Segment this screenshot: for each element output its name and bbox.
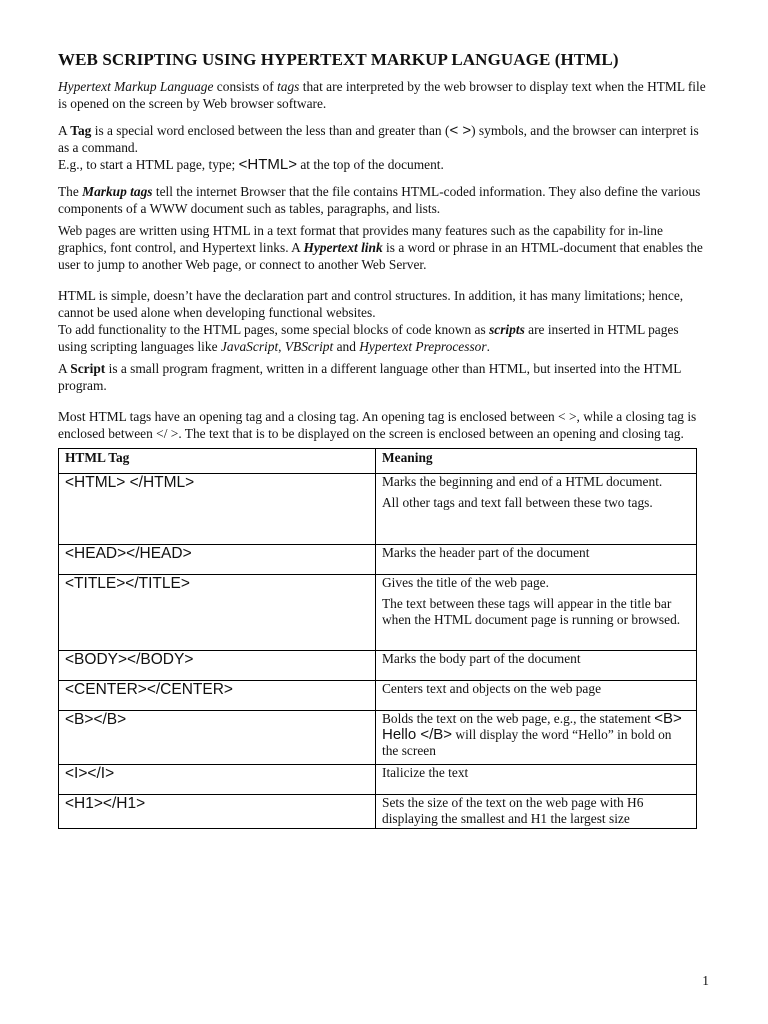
paragraph-scripts xyxy=(58,321,708,355)
paragraph-opening-closing-tags: Most HTML tags have an opening tag and a closing tag. An opening tag is enclosed between < >, while a closing tag is enclosed between </ >. The text that is to be displayed on the screen is enclosed between an opening and closing tag. xyxy=(58,409,697,441)
text: that are interpreted by the web browser to display text when the HTML file is opened on the screen by Web browser software. xyxy=(58,79,706,111)
tag-cell: <TITLE></TITLE> xyxy=(59,575,376,651)
text: is a word or phrase in an HTML-document that enables the user to jump to another Web page, or connect to another Web Server. xyxy=(58,240,703,272)
column-header-html-tag: HTML Tag xyxy=(59,449,376,474)
column-header-meaning: Meaning xyxy=(376,449,697,474)
meaning-cell xyxy=(376,765,697,795)
code-html-tag: <HTML> xyxy=(238,156,297,173)
table-row xyxy=(59,711,697,765)
text: Centers text and objects on the web page xyxy=(382,681,602,696)
paragraph-html-definition xyxy=(58,78,708,112)
text: The text between these tags will appear in the title bar when the HTML document page is running or browsed. xyxy=(382,596,681,627)
text: consists of xyxy=(213,79,278,94)
text: Marks the header part of the document xyxy=(382,545,590,560)
html-tags-table xyxy=(58,448,697,829)
paragraph-script-definition xyxy=(58,360,708,394)
text: A xyxy=(58,361,71,376)
term-scripts: scripts xyxy=(489,322,525,337)
meaning-cell xyxy=(376,651,697,681)
text: All other tags and text fall between these two tags. xyxy=(382,495,653,510)
table-header-row xyxy=(59,449,697,474)
text: E.g., to start a HTML page, type; xyxy=(58,157,239,172)
term-script: Script xyxy=(70,361,106,376)
text: is a small program fragment, written in a different language other than HTML, but inserted into the HTML program. xyxy=(58,361,681,393)
tag-cell: <H1></H1> xyxy=(59,795,376,829)
term-tags: tags xyxy=(277,79,300,94)
table-row xyxy=(59,545,697,575)
text: , xyxy=(278,339,285,354)
text: is a special word enclosed between the less than and greater than ( xyxy=(91,123,450,138)
term-hypertext-markup-language: Hypertext Markup Language xyxy=(58,79,214,94)
tag-cell: <HTML> </HTML> xyxy=(59,474,376,545)
text xyxy=(382,711,690,759)
text: The xyxy=(58,184,83,199)
paragraph-html-simple: HTML is simple, doesn’t have the declaration part and control structures. In addition, it has many limitations; hence, cannot be used alone when developing functional websites. xyxy=(58,288,684,320)
meaning-cell xyxy=(376,545,697,575)
term-hypertext-link: Hypertext link xyxy=(303,240,383,255)
text: ) symbols, and the browser can interpret is as a command. xyxy=(58,123,699,155)
page-number: 1 xyxy=(702,973,709,988)
text: To add functionality to the HTML pages, some special blocks of code known as xyxy=(58,322,490,337)
paragraph-tag-definition xyxy=(58,122,708,156)
tag-cell: <BODY></BODY> xyxy=(59,651,376,681)
text: Marks the body part of the document xyxy=(382,651,581,666)
table-row xyxy=(59,575,697,651)
text: Italicize the text xyxy=(382,765,469,780)
page-title: WEB SCRIPTING USING HYPERTEXT MARKUP LANGUAGE (HTML) xyxy=(58,50,619,69)
tag-cell: <CENTER></CENTER> xyxy=(59,681,376,711)
meaning-cell xyxy=(376,681,697,711)
meaning-cell xyxy=(376,575,697,651)
text: Gives the title of the web page. xyxy=(382,575,549,590)
term-markup-tags: Markup tags xyxy=(82,184,153,199)
table-row xyxy=(59,765,697,795)
text: and xyxy=(333,339,360,354)
meaning-cell xyxy=(376,474,697,545)
text: Bolds the text on the web page, e.g., the statement xyxy=(382,711,655,726)
meaning-cell xyxy=(376,711,697,765)
term-javascript: JavaScript xyxy=(220,339,279,354)
tag-cell: <I></I> xyxy=(59,765,376,795)
text: A xyxy=(58,123,71,138)
paragraph-example xyxy=(58,156,708,173)
text: Sets the size of the text on the web page with H6 displaying the smallest and H1 the largest size xyxy=(382,795,644,826)
paragraph-markup-tags xyxy=(58,183,708,217)
text: Marks the beginning and end of a HTML document. xyxy=(382,474,663,489)
term-hypertext-preprocessor: Hypertext Preprocessor xyxy=(359,339,487,354)
text: at the top of the document. xyxy=(296,157,444,172)
text: tell the internet Browser that the file contains HTML-coded information. They also define the various components of a WWW document such as tables, paragraphs, and lists. xyxy=(58,184,701,216)
table-row xyxy=(59,681,697,711)
text: Web pages are written using HTML in a text format that provides many features such as the capability for in-line graphics, font control, and Hypertext links. A xyxy=(58,223,663,255)
tag-cell: <B></B> xyxy=(59,711,376,765)
angle-brackets-symbol: < > xyxy=(449,122,472,139)
text: are inserted in HTML pages using scripting languages like xyxy=(58,322,679,354)
term-vbscript: VBScript xyxy=(284,339,334,354)
code-bold-hello: <B> Hello </B> xyxy=(382,710,682,743)
term-tag: Tag xyxy=(70,123,92,138)
document-page xyxy=(58,50,708,829)
table-row xyxy=(59,474,697,545)
tag-cell: <HEAD></HEAD> xyxy=(59,545,376,575)
meaning-cell xyxy=(376,795,697,829)
table-row xyxy=(59,795,697,829)
text: . xyxy=(486,339,490,354)
text: will display the word “Hello” in bold on the screen xyxy=(382,727,672,758)
table-row xyxy=(59,651,697,681)
paragraph-web-pages xyxy=(58,222,708,273)
